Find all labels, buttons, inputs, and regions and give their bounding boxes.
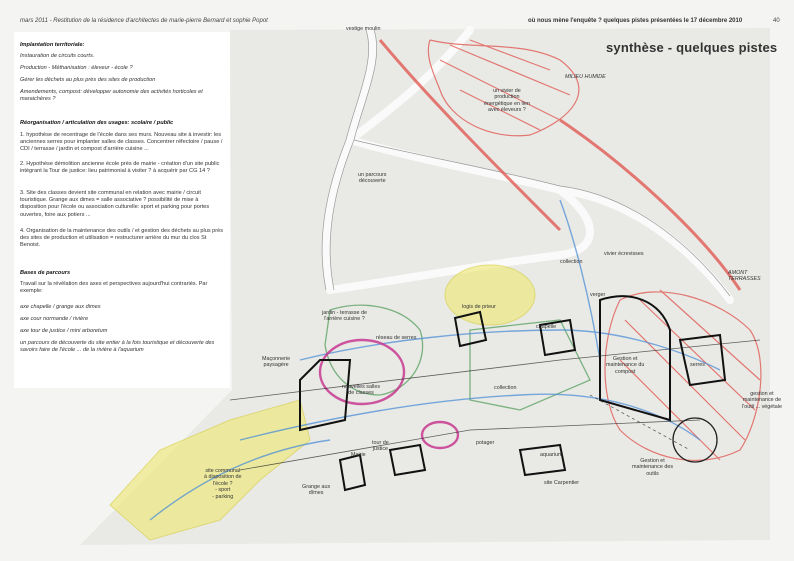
label-aquarium: aquarium: [540, 452, 563, 458]
bases-line-3: axe tour de justice / mini arboretum: [20, 328, 108, 334]
label-reseau-serres: réseau de serres: [376, 335, 417, 341]
bases-line-1: axe chapelle / grange aux dimes: [20, 304, 101, 310]
label-maconnerie: Maçonnerie paysagère: [262, 356, 291, 369]
header-right-text: où nous mène l'enquête ? quelques pistes présentées le 17 décembre 2010: [528, 18, 743, 24]
label-vivier-ecrevisses: vivier écrevisses: [604, 251, 644, 257]
label-mairie: Mairie: [351, 452, 366, 458]
reorg-item-4: 4. Organisation de la maintenance des outils / et gestion des déchets au plus près des sites de production et utilisation = restructurer arrière du mur du clos St Benoist.: [20, 228, 224, 249]
label-chapelle: chapelle: [536, 324, 557, 330]
label-potager: potager: [476, 440, 495, 446]
label-site-communal: site communal à disposition de l'école ? - sport - parking: [204, 468, 242, 500]
implantation-heading: Implantation territoriale:: [20, 42, 85, 48]
label-tour-justice: tour de justice: [372, 440, 389, 453]
implantation-line-4: Amendements, compost: développer autonomie des activités horticoles et maraichères ?: [20, 89, 203, 103]
label-logis-prieur: logis de prieur: [462, 304, 496, 310]
bases-line-4: un parcours de découverte du site entier à la fois touristique et découverte des savoirs faire de l'école ... de la rivière à l'aquarium: [20, 340, 215, 354]
label-collection-2: collection: [494, 385, 517, 391]
reorg-item-1: 1. hypothèse de recentrage de l'école dans ses murs. Nouveau site à investir: les anciennes serres pour implanter salles de classes. Concentrer réfectoire / pause / CDI / terrasse / jardin et compost d'arrière cuisine ...: [20, 132, 223, 153]
label-parcours-decouverte: un parcours découverte: [358, 172, 387, 185]
implantation-line-2: Production - Méthanisation : éleveur - école ?: [20, 65, 133, 71]
reorg-item-3: 3. Site des classes devient site communal en relation avec mairie / circuit touristique. Grange aux dimes = salle associative ? possibilité de mise à disposition pour l'école ou association culturelle: sport et parking pour portes ouvertes, foire aux potiers ...: [20, 190, 210, 218]
header-left-text: mars 2011 - Restitution de la résidence d'architectes de marie-pierre Bernard et sophie Popot: [20, 18, 268, 24]
bases-intro: Travail sur la révélation des axes et perspectives aujourd'hui contrariés. Par exemple:: [20, 281, 208, 295]
label-amont-terrasses: AMONT TERRASSES: [728, 270, 761, 283]
bases-heading: Bases de parcours: [20, 270, 71, 276]
implantation-line-1: Instauration de circuits courts.: [20, 53, 95, 59]
page-title: synthèse - quelques pistes: [606, 40, 778, 55]
label-site-carpentier: site Carpentier: [544, 480, 580, 486]
label-vestige-moulin: vestige moulin: [346, 26, 381, 32]
label-nouvelles-salles: nouvelles salles de classes: [342, 384, 381, 397]
label-vivier-production: un vivier de production énergétique en lien avec éleveurs ?: [484, 88, 530, 114]
label-collection-1: collection: [560, 259, 583, 265]
reorg-heading: Réorganisation / articulation des usages: scolaire / public: [20, 120, 174, 126]
label-milieu-humide: MILIEU HUMIDE: [565, 74, 606, 80]
label-jardin-terrasse: jardin - terrasse de l'arrière cuisine ?: [322, 310, 367, 323]
implantation-line-3: Gérer les déchets au plus près des sites de production: [20, 77, 156, 83]
label-grange-dimes: Grange aux dîmes: [302, 484, 331, 497]
reorg-item-2: 2. Hypothèse démolition ancienne école près de mairie - création d'un site public intégrant la Tour de justice: lieu patrimonial à visiter ? à acquérir par CG 14 ?: [20, 161, 220, 175]
bases-line-2: axe cour normande / rivière: [20, 316, 89, 322]
label-verger: verger: [590, 292, 606, 298]
page-number: 40: [773, 18, 780, 24]
label-gestion-maintenance-right: gestion et maintenance de l'outil ... végétale: [742, 391, 782, 410]
label-gestion-outils: Gestion et maintenance des outils: [632, 458, 674, 477]
label-gestion-compost: Gestion et maintenance du compost: [606, 356, 645, 375]
label-serres: serres: [690, 362, 705, 368]
